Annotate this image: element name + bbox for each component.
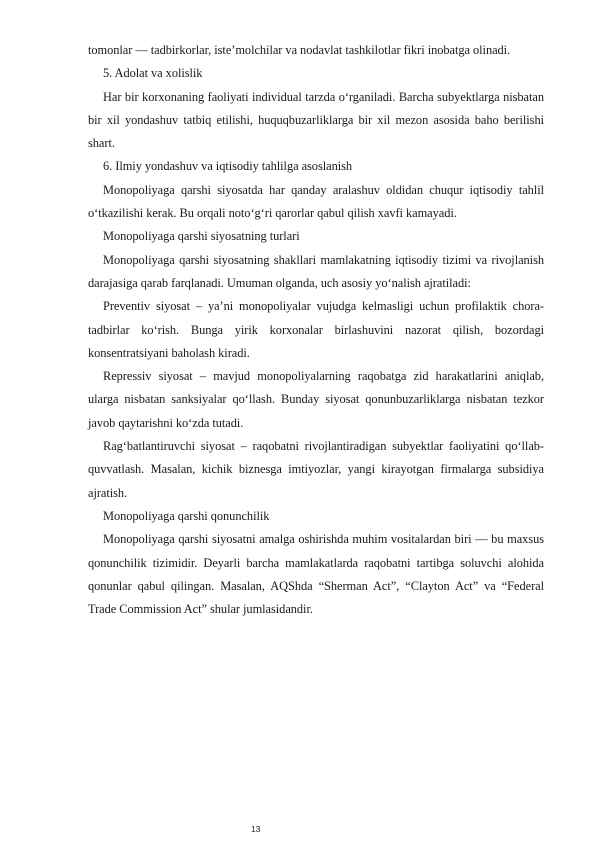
page-body [88,39,544,621]
page-number: 13 [251,824,261,834]
paragraph-continuation: tomonlar — tadbirkorlar, iste’molchilar va nodavlat tashkilotlar fikri inobatga olinadi. [88,43,511,57]
paragraph: Monopoliyaga qarshi siyosatni amalga oshirishda muhim vositalardan biri — bu maxsus qonunchilik tizimidir. Deyarli barcha mamlakatlarda raqobatni tartibga soluvchi alohida qonunlar qabul qilingan. Masalan, AQShda “Sherman Act”, “Clayton Act” va “Federal Trade Commission Act” shular jumlasidandir. [88,532,544,617]
paragraph: Har bir korxonaning faoliyati individual tarzda o‘rganiladi. Barcha subyektlarga nisbatan bir xil yondashuv tatbiq etilishi, huquqbuzarliklarga bir xil mezon asosida baho berilishi shart. [88,89,544,151]
list-item-incentive: Rag‘batlantiruvchi siyosat – raqobatni rivojlantiradigan subyektlar faoliyatini qo‘llab-quvvatlash. Masalan, kichik biznesga imtiyozlar, yangi kirayotgan firmalarga subsidiya ajratish. [88,439,544,500]
heading-principle-6: 6. Ilmiy yondashuv va iqtisodiy tahlilga asoslanish [103,159,353,174]
section-heading-policy-types: Monopoliyaga qarshi siyosatning turlari [103,229,300,244]
paragraph: Monopoliyaga qarshi siyosatda har qanday aralashuv oldidan chuqur iqtisodiy tahlil o‘tkazilishi kerak. Bu orqali noto‘g‘ri qarorlar qabul qilish xavfi kamayadi. [88,182,544,221]
section-heading-legislation: Monopoliyaga qarshi qonunchilik [103,508,270,523]
list-item-preventive: Preventiv siyosat – ya’ni monopoliyalar vujudga kelmasligi uchun profilaktik chora-tadbirlar ko‘rish. Bunga yirik korxonalar birlashuvini nazorat qilish, bozordagi konsentratsiyani baholash kiradi. [88,299,544,360]
list-item-repressive: Repressiv siyosat – mavjud monopoliyalarning raqobatga zid harakatlarini aniqlab, ularga nisbatan sanksiyalar qo‘llash. Bunday siyosat qonunbuzarliklarga nisbatan tezkor javob qaytarishni ko‘zda tutadi. [88,369,544,430]
paragraph: Monopoliyaga qarshi siyosatning shakllari mamlakatning iqtisodiy tizimi va rivojlanish darajasiga qarab farqlanadi. Umuman olganda, uch asosiy yo‘nalish ajratiladi: [88,252,544,290]
heading-principle-5: 5. Adolat va xolislik [103,66,203,81]
